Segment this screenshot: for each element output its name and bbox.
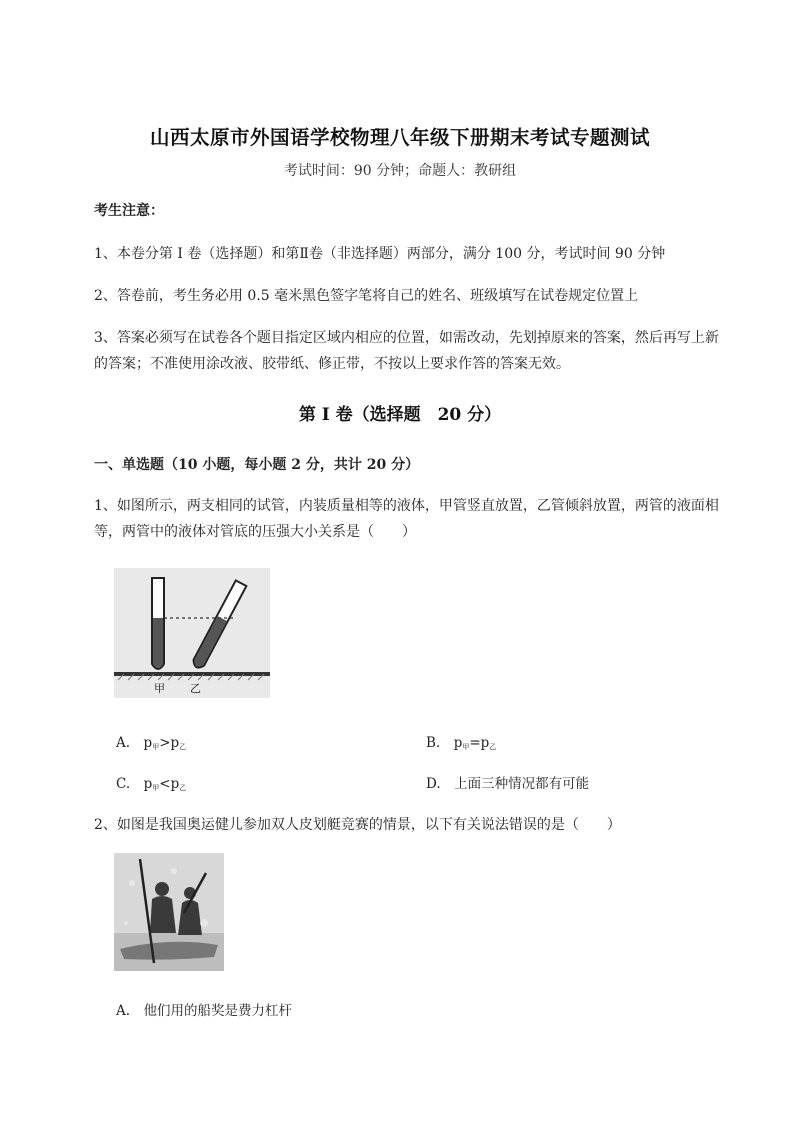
q1-option-c-prefix: C. p (116, 776, 153, 792)
q2-option-a[interactable]: A. 他们用的船奖是费力杠杆 (116, 1003, 293, 1019)
section-title: 第 I 卷（选择题 20 分） (298, 405, 502, 425)
q1-option-d[interactable]: D. 上面三种情况都有可能 (426, 776, 590, 792)
q1-option-a-mid: >p (159, 735, 180, 751)
q1-option-c-sub2: 乙 (179, 784, 187, 792)
label-jia: 甲 (154, 682, 165, 695)
q1-option-b-prefix: B. p (426, 735, 463, 751)
q1-option-b-sub1: 甲 (462, 743, 470, 751)
exam-subtitle: 考试时间：90 分钟；命题人：教研组 (283, 163, 517, 179)
q1-option-b-sub2: 乙 (489, 743, 497, 751)
notice-item-3: 3、答案必须写在试卷各个题目指定区域内相应的位置，如需改动，先划掉原来的答案，然后再写上新 (94, 330, 719, 346)
q1-option-a-sub1: 甲 (152, 743, 160, 751)
label-yi: 乙 (190, 682, 201, 695)
question-1-line-1: 1、如图所示，两支相同的试管，内装质量相等的液体，甲管竖直放置，乙管倾斜放置，两管的液面相 (94, 498, 719, 514)
exam-title: 山西太原市外国语学校物理八年级下册期末考试专题测试 (149, 126, 650, 149)
q1-option-c-mid: <p (159, 776, 180, 792)
notice-item-3-cont: 的答案；不准使用涂改液、胶带纸、修正带，不按以上要求作答的答案无效。 (94, 356, 570, 372)
part-heading: 一、单选题（10 小题，每小题 2 分，共计 20 分） (94, 457, 420, 473)
notice-heading: 考生注意： (94, 203, 164, 219)
q1-option-a[interactable] (116, 731, 186, 752)
q1-option-a-prefix: A. p (116, 735, 153, 751)
notice-item-2: 2、答卷前，考生务必用 0.5 毫米黑色签字笔将自己的姓名、班级填写在试卷规定位置上 (94, 288, 639, 304)
notice-item-1: 1、本卷分第 I 卷（选择题）和第Ⅱ卷（非选择题）两部分，满分 100 分，考试时间 90 分钟 (94, 246, 666, 262)
question-2-line-1: 2、如图是我国奥运健儿参加双人皮划艇竞赛的情景，以下有关说法错误的是（ ） (94, 817, 621, 833)
test-tube-figure (114, 568, 270, 698)
question-1-line-2: 等，两管中的液体对管底的压强大小关系是（ ） (94, 524, 416, 540)
q1-option-b[interactable] (426, 731, 496, 752)
q1-option-c[interactable] (116, 772, 186, 793)
canoe-photo (114, 853, 224, 971)
q1-option-a-sub2: 乙 (179, 743, 187, 751)
q1-option-c-sub1: 甲 (152, 784, 160, 792)
q1-option-b-mid: =p (469, 735, 490, 751)
